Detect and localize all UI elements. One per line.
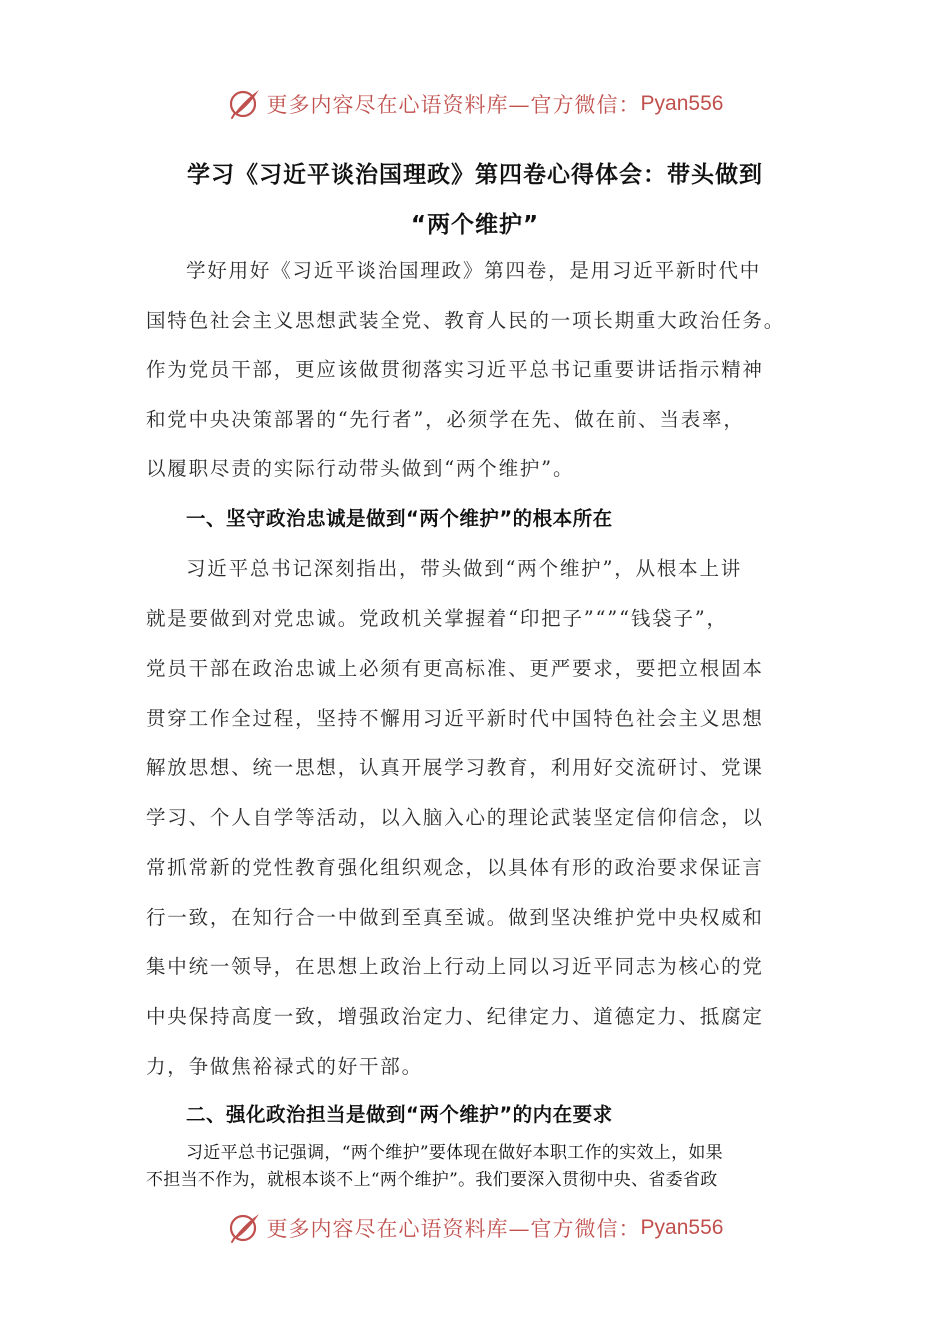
banner-text: 更多内容尽在心语资料库—官方微信： [266,93,641,117]
intro-line: 国特色社会主义思想武装全党、教育人民的一项长期重大政治任务。 [146,309,786,332]
section-2-line: 习近平总书记强调，“两个维护”要体现在做好本职工作的实效上，如果 [186,1143,723,1163]
footer-watermark-banner [0,1208,950,1248]
section-1-line: 集中统一领导，在思想上政治上行动上同以习近平同志为核心的党 [146,955,764,978]
section-1-line: 解放思想、统一思想，认真开展学习教育，利用好交流研讨、党课 [146,756,764,779]
section-1-line: 习近平总书记深刻指出，带头做到“两个维护”，从根本上讲 [186,557,743,580]
section-1-heading: 一、坚守政治忠诚是做到“两个维护”的根本所在 [186,507,613,530]
section-2-line: 不担当不作为，就根本谈不上“两个维护”。我们要深入贯彻中央、省委省政 [146,1170,718,1190]
banner-wechat-handle: Pyan556 [640,1216,724,1239]
section-1-line: 常抓常新的党性教育强化组织观念，以具体有形的政治要求保证言 [146,856,764,879]
intro-line: 和党中央决策部署的“先行者”，必须学在先、做在前、当表率， [146,408,745,431]
banner-wechat-handle: Pyan556 [640,92,724,115]
section-1-line: 行一致，在知行合一中做到至真至诚。做到坚决维护党中央权威和 [146,906,764,929]
section-1-line: 就是要做到对党忠诚。党政机关掌握着“印把子”“”“钱袋子”， [146,607,728,630]
section-1-line: 力，争做焦裕禄式的好干部。 [146,1055,423,1078]
section-1-line: 党员干部在政治忠诚上必须有更高标准、更严要求，要把立根固本 [146,657,764,680]
quill-pen-icon [227,1211,261,1245]
quill-pen-icon [227,87,261,121]
intro-line: 学好用好《习近平谈治国理政》第四卷，是用习近平新时代中 [186,259,762,282]
header-watermark-banner [0,84,950,124]
section-1-line: 贯穿工作全过程，坚持不懈用习近平新时代中国特色社会主义思想 [146,707,764,730]
intro-line: 以履职尽责的实际行动带头做到“两个维护”。 [146,457,575,480]
section-2-heading: 二、强化政治担当是做到“两个维护”的内在要求 [186,1103,613,1126]
section-1-line: 中央保持高度一致，增强政治定力、纪律定力、道德定力、抵腐定 [146,1005,764,1028]
banner-text: 更多内容尽在心语资料库—官方微信： [266,1217,641,1241]
intro-line: 作为党员干部，更应该做贯彻落实习近平总书记重要讲话指示精神 [146,358,764,381]
document-title-line-2: “两个维护” [410,212,540,238]
document-title-line-1: 学习《习近平谈治国理政》第四卷心得体会：带头做到 [187,162,763,188]
section-1-line: 学习、个人自学等活动，以入脑入心的理论武装坚定信仰信念，以 [146,806,764,829]
